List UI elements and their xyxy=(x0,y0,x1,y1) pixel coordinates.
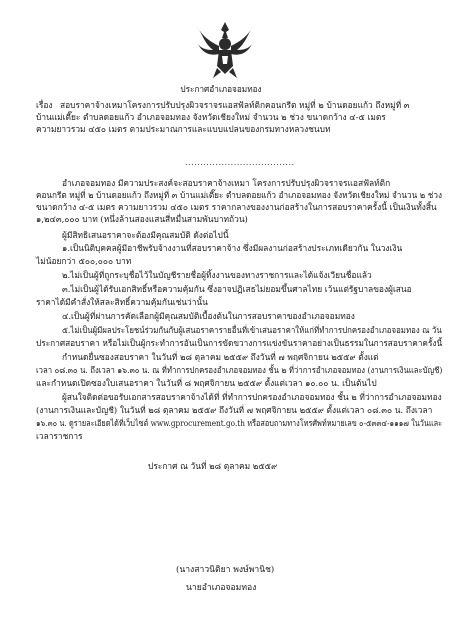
body-line-8: ๒.ไม่เป็นผู้ที่ถูกระบุชื่อไว้ในบัญชีรายชื่อผู้ทิ้งงานของทางราชการและได้แจ้งเวียนชื่อแล้ว xyxy=(62,270,372,280)
body-line-13: ประกาศสอบราคา หรือไม่เป็นผู้กระทำการอันเป็นการขัดขวางการแข่งขันราคาอย่างเป็นธรรมในการสอบราคาครั้งนี้ xyxy=(36,338,443,348)
body-line-10: ราคาได้มีคำสั่งให้สละสิทธิ์ความคุ้มกันเช่นว่านั้น xyxy=(36,297,208,307)
body-line-5: ผู้มีสิทธิเสนอราคาจะต้องมีคุณสมบัติ ดังต่อไปนี้ xyxy=(62,230,229,240)
body-line-9: ๓.ไม่เป็นผู้ได้รับเอกสิทธิ์หรือความคุ้มกัน ซึ่งอาจปฏิเสธไม่ยอมขึ้นศาลไทย เว้นแต่รัฐบาลของผู้เสนอ xyxy=(62,284,412,294)
separator-line: .................................... xyxy=(185,158,295,167)
announce-date: ประกาศ ณ วันที่ ๒๘ ตุลาคม ๒๕๕๙ xyxy=(148,461,278,471)
subject-line-3: ความยาวรวม ๔๕๐ เมตร ตามประมาณการและแบบแปลนของกรมทางหลวงชนบท xyxy=(36,124,331,134)
body-line-16: และกำหนดเปิดซองใบเสนอราคา ในวันที่ ๘ พฤศจิกายน ๒๕๕๙ ตั้งแต่เวลา ๑๐.๐๐ น. เป็นต้นไป xyxy=(36,378,377,388)
body-line-18: (งานการเงินและบัญชี) ในวันที่ ๒๘ ตุลาคม ๒๕๕๙ ถึงวันที่ ๗ พฤศจิกายน ๒๕๕๙ ตั้งแต่เวลา ๐๘.๓๐ น. ถึงเวลา xyxy=(36,405,433,415)
body-line-14: กำหนดยื่นซองสอบราคา ในวันที่ ๒๘ ตุลาคม ๒๕๕๙ ถึงวันที่ ๗ พฤศจิกายน ๒๕๕๙ ตั้งแต่ xyxy=(62,352,379,362)
body-line-12: ๕.ไม่เป็นผู้มีผลประโยชน์ร่วมกันกับผู้เสนอราคารายอื่นที่เข้าเสนอราคาให้แก่ที่ทำการปกครองอำเภอจอมทอง ณ วัน xyxy=(62,325,442,335)
signer-title: นายอำเภอจอมทอง xyxy=(186,583,257,593)
body-line-1: อำเภอจอมทอง มีความประสงค์จะสอบราคาจ้างเหมา โครงการปรับปรุงผิวจราจรแอสฟัลท์ติก xyxy=(62,178,391,188)
announcement-heading: ประกาศอำเภอจอมทอง xyxy=(180,84,262,94)
body-line-4: ๑,๒๔๓,๐๐๐ บาท (หนึ่งล้านสองแสนสี่หมื่นสามพันบาทถ้วน) xyxy=(36,214,248,224)
body-line-3: ขนาดกว้าง ๔-๕ เมตร ความยาวรวม ๔๕๐ เมตร ราคากลางของงานก่อสร้างในการสอบราคาครั้งนี้ เป็นเงินทั้งสิ้น xyxy=(36,202,437,212)
body-line-7: ไม่น้อยกว่า ๕๐๐,๐๐๐ บาท xyxy=(36,256,132,266)
body-line-6: ๑.เป็นนิติบุคคลผู้มีอาชีพรับจ้างงานที่สอบราคาจ้าง ซึ่งมีผลงานก่อสร้างประเภทเดียวกัน ในวงเงิน xyxy=(62,243,403,253)
subject-line-2: บ้านแม่เตี๊ยะ ตำบลดอยแก้ว อำเภอจอมทอง จังหวัดเชียงใหม่ จำนวน ๒ ช่วง ขนาดกว้าง ๔-๕ เมตร xyxy=(36,112,386,122)
subject-line-1: สอบราคาจ้างเหมาโครงการปรับปรุงผิวจราจรแอสฟัลท์ติกคอนกรีต หมู่ที่ ๒ บ้านดอยแก้ว ถึงหมู่ที่ ๓ xyxy=(60,100,410,110)
body-line-19: ๑๖.๓๐ น. ดูรายละเอียดได้ที่เว็บไซต์ www.gprocurement.go.th หรือสอบถามทางโทรศัพท์หมายเลข ๐-๕๓๓๔-๑๑๑๗ ในวันและ xyxy=(36,418,443,428)
body-line-2: คอนกรีต หมู่ที่ ๒ บ้านดอยแก้ว ถึงหมู่ที่ ๓ บ้านแม่เตี๊ยะ ตำบลดอยแก้ว อำเภอจอมทอง จังหวัดเชียงใหม่ จำนวน ๒ ช่วง xyxy=(36,190,442,200)
body-line-11: ๔.เป็นผู้ที่ผ่านการคัดเลือกผู้มีคุณสมบัติเบื้องต้นในการสอบราคาของอำเภอจอมทอง xyxy=(62,311,355,321)
subject-label: เรื่อง xyxy=(36,100,53,110)
garuda-emblem-icon xyxy=(195,18,255,80)
body-line-17: ผู้สนใจติดต่อขอรับเอกสารสอบราคาจ้างได้ที่ ที่ทำการปกครองอำเภอจอมทอง ชั้น ๒ ที่ว่าการอำเภอจอมทอง xyxy=(62,392,442,402)
body-line-15: เวลา ๐๘.๓๐ น. ถึงเวลา ๑๖.๓๐ น. ณ ที่ทำการปกครองอำเภอจอมทอง ชั้น ๒ ที่ว่าการอำเภอจอมทอง (งานการเงินและบัญชี) xyxy=(36,365,443,375)
signer-name: (นางสาวนิติยา พงษ์พานิช) xyxy=(176,565,275,575)
body-line-20: เวลาราชการ xyxy=(36,431,83,441)
